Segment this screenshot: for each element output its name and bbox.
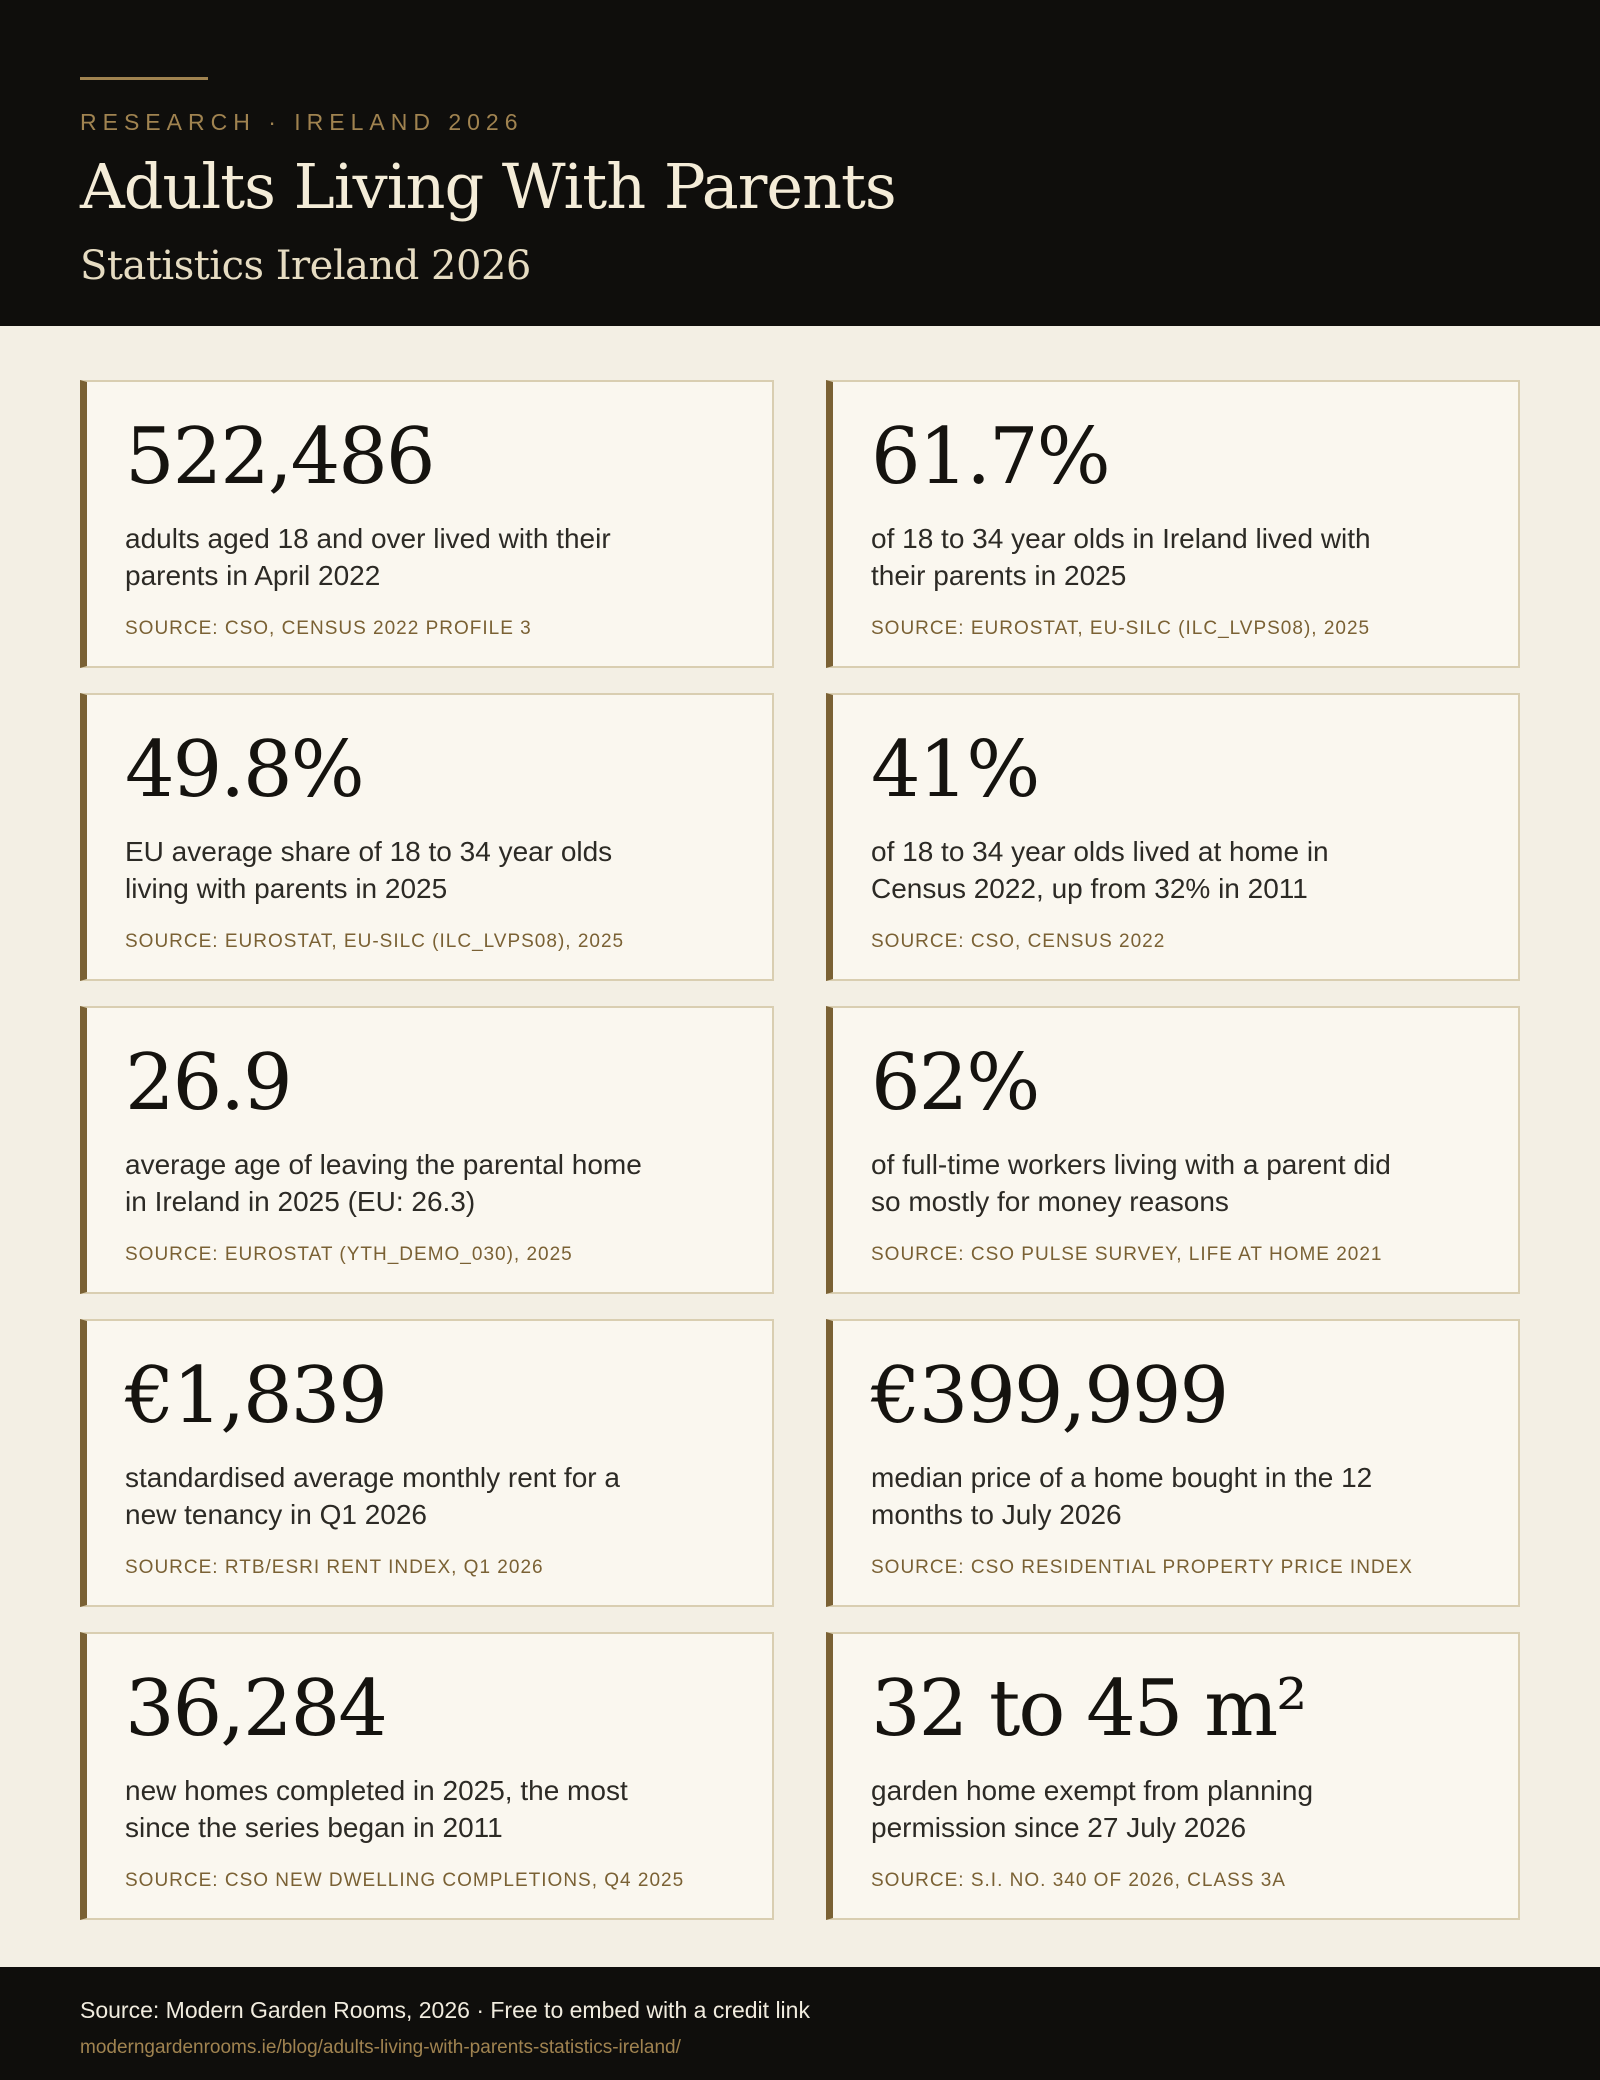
stat-source: SOURCE: EUROSTAT, EU-SILC (ILC_LVPS08), 2025 — [871, 618, 1371, 639]
stat-source: SOURCE: S.I. NO. 340 OF 2026, CLASS 3A — [871, 1870, 1286, 1891]
stat-value: €399,999 — [871, 1351, 1228, 1441]
stat-source: SOURCE: CSO NEW DWELLING COMPLETIONS, Q4 2025 — [125, 1870, 685, 1891]
stat-source: SOURCE: CSO RESIDENTIAL PROPERTY PRICE INDEX — [871, 1557, 1413, 1578]
stat-card — [80, 693, 774, 981]
stat-value: 41% — [871, 725, 1039, 815]
page-title: Adults Living With Parents — [80, 150, 896, 223]
stat-card — [80, 1319, 774, 1607]
stat-source: SOURCE: CSO PULSE SURVEY, LIFE AT HOME 2021 — [871, 1244, 1383, 1265]
stat-description: of 18 to 34 year olds in Ireland lived with their parents in 2025 — [871, 523, 1371, 591]
stat-value: 61.7% — [871, 412, 1109, 502]
stat-description: garden home exempt from planning permission since 27 July 2026 — [871, 1775, 1314, 1843]
stat-source: SOURCE: EUROSTAT, EU-SILC (ILC_LVPS08), 2025 — [125, 931, 625, 952]
footer-credit: Source: Modern Garden Rooms, 2026 · Free to embed with a credit link — [80, 1997, 810, 2023]
stat-card — [826, 1632, 1520, 1920]
stat-description: EU average share of 18 to 34 year olds living with parents in 2025 — [125, 836, 613, 904]
stat-card — [826, 693, 1520, 981]
stat-card — [826, 380, 1520, 668]
stat-value: 36,284 — [125, 1664, 386, 1754]
stat-description: new homes completed in 2025, the most since the series began in 2011 — [125, 1775, 628, 1843]
stat-value: 522,486 — [125, 412, 434, 502]
stat-description: of full-time workers living with a parent did so mostly for money reasons — [871, 1149, 1391, 1217]
stat-value: 32 to 45 m² — [871, 1664, 1306, 1754]
stat-source: SOURCE: RTB/ESRI RENT INDEX, Q1 2026 — [125, 1557, 544, 1578]
footer-url[interactable]: moderngardenrooms.ie/blog/adults-living-with-parents-statistics-ireland/ — [80, 2037, 681, 2058]
stat-card — [80, 1632, 774, 1920]
stat-value: 26.9 — [125, 1038, 291, 1128]
stat-source: SOURCE: CSO, CENSUS 2022 PROFILE 3 — [125, 618, 532, 639]
page-subtitle: Statistics Ireland 2026 — [80, 243, 531, 289]
stat-card — [826, 1319, 1520, 1607]
stat-description: standardised average monthly rent for a new tenancy in Q1 2026 — [125, 1462, 620, 1530]
stat-description: of 18 to 34 year olds lived at home in Census 2022, up from 32% in 2011 — [871, 836, 1329, 904]
stat-card — [80, 1006, 774, 1294]
stat-value: 62% — [871, 1038, 1039, 1128]
stat-source: SOURCE: CSO, CENSUS 2022 — [871, 931, 1166, 952]
stat-description: average age of leaving the parental home in Ireland in 2025 (EU: 26.3) — [125, 1149, 642, 1217]
stat-value: €1,839 — [125, 1351, 386, 1441]
stat-description: adults aged 18 and over lived with their parents in April 2022 — [125, 523, 611, 591]
stat-card — [826, 1006, 1520, 1294]
page-footer — [0, 1967, 1600, 2080]
stat-value: 49.8% — [125, 725, 363, 815]
eyebrow-label: RESEARCH · IRELAND 2026 — [80, 109, 524, 135]
stat-card — [80, 380, 774, 668]
stat-description: median price of a home bought in the 12 months to July 2026 — [871, 1462, 1373, 1530]
stat-source: SOURCE: EUROSTAT (YTH_DEMO_030), 2025 — [125, 1244, 573, 1265]
